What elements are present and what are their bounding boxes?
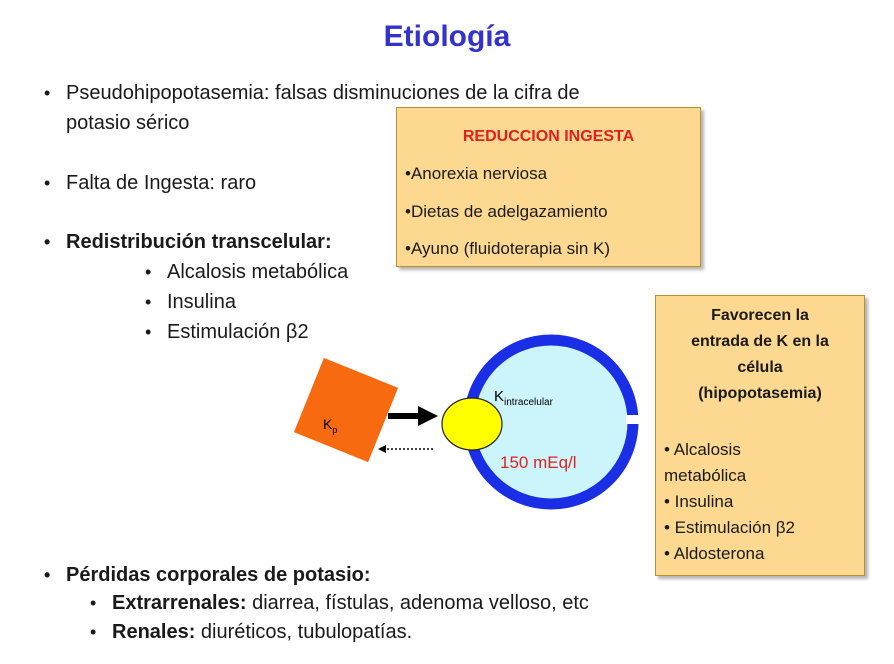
- favorecen-item: metabólica: [664, 466, 747, 485]
- bullet-dot: •: [44, 232, 51, 252]
- page-title: Etiología: [383, 20, 511, 53]
- extrarrenales-text: diarrea, fístulas, adenoma velloso, etc: [246, 592, 589, 614]
- favorecen-title-line: (hipopotasemia): [698, 385, 822, 402]
- favorecen-item: • Estimulación β2: [664, 518, 796, 537]
- membrane-gap: [626, 415, 642, 424]
- bullet-text: Insulina: [167, 291, 236, 313]
- bullet-dot: •: [44, 565, 51, 585]
- favorecen-item: • Aldosterona: [664, 544, 765, 563]
- bullet-perdidas: [44, 562, 371, 588]
- renales-text: diuréticos, tubulopatías.: [195, 621, 413, 643]
- extrarrenales-label: Extrarrenales:: [112, 592, 247, 614]
- bullet-pseudohipopotasemia-cont: potasio sérico: [66, 112, 190, 134]
- favorecen-list: [664, 437, 795, 567]
- favorecen-item: • Alcalosis: [664, 440, 741, 459]
- bullet-dot: •: [44, 173, 51, 193]
- bullet-text: Falta de Ingesta: raro: [66, 172, 257, 194]
- ingesta-item: •Dietas de adelgazamiento: [405, 202, 608, 221]
- plasma-block: [294, 358, 398, 462]
- bullet-text: Pérdidas corporales de potasio:: [66, 564, 371, 586]
- bullet-text: Estimulación β2: [167, 321, 309, 343]
- reduccion-ingesta-title: REDUCCION INGESTA: [462, 128, 635, 145]
- favorecen-title-line: entrada de K en la: [691, 333, 829, 350]
- bullet-dot: •: [145, 292, 152, 312]
- sub-bullet-renales: [90, 621, 412, 644]
- bullet-text: Redistribución transcelular:: [66, 231, 332, 253]
- k-plasma-label: $K_p$: [323, 416, 338, 435]
- sub-bullet-extrarrenales: [90, 592, 589, 615]
- bullet-dot: •: [90, 622, 97, 642]
- bullet-dot: •: [145, 262, 152, 282]
- favorecen-title-line: célula: [737, 359, 783, 376]
- bullet-text: Pseudohipopotasemia: falsas disminuciones de la cifra de: [66, 82, 580, 104]
- k-intracelular-label: $K_{intracelular}$: [494, 388, 553, 408]
- renales-label: Renales:: [112, 621, 196, 643]
- bullet-dot: •: [90, 593, 97, 613]
- bullet-text: Alcalosis metabólica: [167, 261, 349, 283]
- bullet-dot: •: [44, 83, 51, 103]
- efflux-arrowhead: [378, 445, 386, 453]
- favorecen-title: [656, 303, 864, 407]
- concentration-label: 150 mEq/l: [500, 453, 577, 472]
- influx-arrowhead: [418, 406, 438, 426]
- bullet-dot: •: [145, 322, 152, 342]
- favorecen-box: [655, 295, 865, 576]
- favorecen-item: • Insulina: [664, 492, 734, 511]
- favorecen-title-line: Favorecen la: [711, 307, 809, 324]
- ingesta-item: •Anorexia nerviosa: [405, 164, 548, 183]
- ingesta-item: •Ayuno (fluidoterapia sin K): [405, 239, 611, 258]
- potassium-channel: [442, 398, 502, 450]
